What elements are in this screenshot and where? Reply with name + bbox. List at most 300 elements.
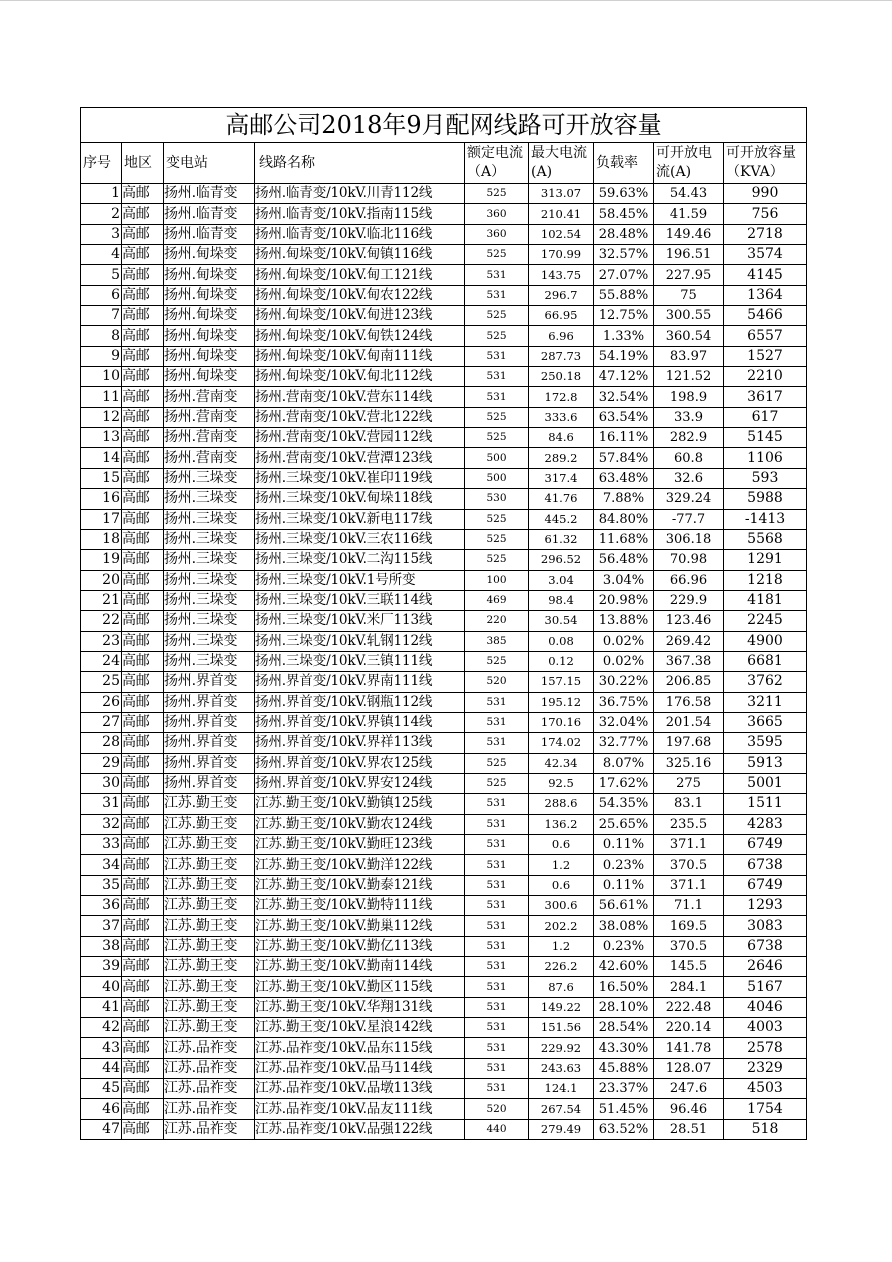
available-current-cell: 121.52: [654, 367, 724, 387]
region-cell: 高邮: [122, 733, 164, 753]
row-index: 39: [81, 957, 122, 977]
rated-current-cell: 531: [465, 794, 529, 814]
available-current-cell: 247.6: [654, 1079, 724, 1099]
load-rate-cell: 0.02%: [594, 631, 654, 651]
load-rate-cell: 42.60%: [594, 957, 654, 977]
available-current-cell: 196.51: [654, 245, 724, 265]
available-capacity-cell: 756: [724, 204, 807, 224]
available-capacity-cell: 4046: [724, 997, 807, 1017]
table-row: [81, 651, 807, 671]
line-name-cell: 江苏.勤王变/10kV.勤亿113线: [255, 936, 465, 956]
region-cell: 高邮: [122, 611, 164, 631]
available-capacity-cell: 2329: [724, 1058, 807, 1078]
load-rate-cell: 32.57%: [594, 245, 654, 265]
rated-current-cell: 531: [465, 1038, 529, 1058]
row-index: 43: [81, 1038, 122, 1058]
row-index: 28: [81, 733, 122, 753]
table-row: [81, 977, 807, 997]
max-current-cell: 124.1: [529, 1079, 594, 1099]
line-name-cell: 江苏.勤王变/10kV.勤南114线: [255, 957, 465, 977]
available-capacity-cell: -1413: [724, 509, 807, 529]
max-current-cell: 195.12: [529, 692, 594, 712]
max-current-cell: 170.99: [529, 245, 594, 265]
rated-current-cell: 525: [465, 407, 529, 427]
available-capacity-cell: 3574: [724, 245, 807, 265]
load-rate-cell: 11.68%: [594, 529, 654, 549]
max-current-cell: 174.02: [529, 733, 594, 753]
line-name-cell: 扬州.三垛变/10kV.崔印119线: [255, 468, 465, 488]
available-current-cell: 33.9: [654, 407, 724, 427]
rated-current-cell: 525: [465, 753, 529, 773]
line-name-cell: 江苏.勤王变/10kV.勤洋122线: [255, 855, 465, 875]
table-row: [81, 1119, 807, 1139]
row-index: 12: [81, 407, 122, 427]
available-current-cell: 300.55: [654, 306, 724, 326]
available-capacity-cell: 518: [724, 1119, 807, 1139]
line-name-cell: 扬州.临青变/10kV.川青112线: [255, 184, 465, 204]
line-name-cell: 江苏.勤王变/10kV.勤泰121线: [255, 875, 465, 895]
row-index: 30: [81, 773, 122, 793]
station-cell: 江苏.品祚变: [164, 1119, 255, 1139]
station-cell: 江苏.勤王变: [164, 814, 255, 834]
load-rate-cell: 27.07%: [594, 265, 654, 285]
load-rate-cell: 16.11%: [594, 428, 654, 448]
row-index: 45: [81, 1079, 122, 1099]
available-current-cell: 32.6: [654, 468, 724, 488]
available-current-cell: 220.14: [654, 1018, 724, 1038]
table-row: [81, 753, 807, 773]
table-row: [81, 794, 807, 814]
table-row: [81, 326, 807, 346]
header-line-name: 线路名称: [255, 143, 465, 184]
station-cell: 江苏.品祚变: [164, 1079, 255, 1099]
station-cell: 扬州.三垛变: [164, 550, 255, 570]
station-cell: 扬州.营南变: [164, 387, 255, 407]
region-cell: 高邮: [122, 590, 164, 610]
top-border-line: [0, 0, 892, 1]
max-current-cell: 226.2: [529, 957, 594, 977]
available-current-cell: 360.54: [654, 326, 724, 346]
row-index: 20: [81, 570, 122, 590]
available-current-cell: 306.18: [654, 529, 724, 549]
line-name-cell: 江苏.勤王变/10kV.勤镇125线: [255, 794, 465, 814]
available-capacity-cell: 5568: [724, 529, 807, 549]
max-current-cell: 98.4: [529, 590, 594, 610]
station-cell: 江苏.勤王变: [164, 916, 255, 936]
available-current-cell: 235.5: [654, 814, 724, 834]
region-cell: 高邮: [122, 814, 164, 834]
available-capacity-cell: 3762: [724, 672, 807, 692]
rated-current-cell: 531: [465, 1058, 529, 1078]
region-cell: 高邮: [122, 1018, 164, 1038]
load-rate-cell: 0.11%: [594, 835, 654, 855]
table-row: [81, 570, 807, 590]
available-capacity-cell: 5167: [724, 977, 807, 997]
station-cell: 扬州.临青变: [164, 184, 255, 204]
available-current-cell: 201.54: [654, 712, 724, 732]
rated-current-cell: 520: [465, 672, 529, 692]
load-rate-cell: 57.84%: [594, 448, 654, 468]
load-rate-cell: 32.54%: [594, 387, 654, 407]
line-name-cell: 扬州.甸垛变/10kV.甸南111线: [255, 346, 465, 366]
row-index: 42: [81, 1018, 122, 1038]
header-rated-current: 额定电流（A）: [465, 143, 529, 184]
line-name-cell: 扬州.甸垛变/10kV.甸工121线: [255, 265, 465, 285]
row-index: 9: [81, 346, 122, 366]
max-current-cell: 210.41: [529, 204, 594, 224]
region-cell: 高邮: [122, 753, 164, 773]
line-name-cell: 扬州.界首变/10kV.界镇114线: [255, 712, 465, 732]
max-current-cell: 30.54: [529, 611, 594, 631]
region-cell: 高邮: [122, 997, 164, 1017]
region-cell: 高邮: [122, 773, 164, 793]
load-rate-cell: 63.54%: [594, 407, 654, 427]
station-cell: 江苏.勤王变: [164, 977, 255, 997]
available-current-cell: 371.1: [654, 875, 724, 895]
load-rate-cell: 20.98%: [594, 590, 654, 610]
rated-current-cell: 531: [465, 1018, 529, 1038]
available-current-cell: 75: [654, 285, 724, 305]
max-current-cell: 1.2: [529, 936, 594, 956]
rated-current-cell: 531: [465, 835, 529, 855]
row-index: 38: [81, 936, 122, 956]
max-current-cell: 41.76: [529, 489, 594, 509]
max-current-cell: 0.12: [529, 651, 594, 671]
rated-current-cell: 531: [465, 1079, 529, 1099]
max-current-cell: 42.34: [529, 753, 594, 773]
table-row: [81, 712, 807, 732]
available-current-cell: 28.51: [654, 1119, 724, 1139]
line-name-cell: 扬州.界首变/10kV.界农125线: [255, 753, 465, 773]
rated-current-cell: 520: [465, 1099, 529, 1119]
row-index: 18: [81, 529, 122, 549]
available-current-cell: 197.68: [654, 733, 724, 753]
available-capacity-cell: 5001: [724, 773, 807, 793]
max-current-cell: 151.56: [529, 1018, 594, 1038]
row-index: 26: [81, 692, 122, 712]
load-rate-cell: 43.30%: [594, 1038, 654, 1058]
available-capacity-cell: 4181: [724, 590, 807, 610]
region-cell: 高邮: [122, 285, 164, 305]
region-cell: 高邮: [122, 896, 164, 916]
load-rate-cell: 55.88%: [594, 285, 654, 305]
row-index: 33: [81, 835, 122, 855]
line-name-cell: 扬州.三垛变/10kV.新电117线: [255, 509, 465, 529]
max-current-cell: 317.4: [529, 468, 594, 488]
row-index: 1: [81, 184, 122, 204]
max-current-cell: 172.8: [529, 387, 594, 407]
line-name-cell: 江苏.品祚变/10kV.品强122线: [255, 1119, 465, 1139]
row-index: 29: [81, 753, 122, 773]
table-row: [81, 468, 807, 488]
rated-current-cell: 531: [465, 387, 529, 407]
max-current-cell: 202.2: [529, 916, 594, 936]
load-rate-cell: 17.62%: [594, 773, 654, 793]
load-rate-cell: 13.88%: [594, 611, 654, 631]
table-row: [81, 916, 807, 936]
line-name-cell: 扬州.三垛变/10kV.米厂113线: [255, 611, 465, 631]
available-current-cell: 329.24: [654, 489, 724, 509]
row-index: 17: [81, 509, 122, 529]
load-rate-cell: 12.75%: [594, 306, 654, 326]
available-capacity-cell: 4503: [724, 1079, 807, 1099]
station-cell: 扬州.临青变: [164, 224, 255, 244]
load-rate-cell: 56.61%: [594, 896, 654, 916]
available-capacity-cell: 5913: [724, 753, 807, 773]
station-cell: 江苏.勤王变: [164, 875, 255, 895]
header-max-current: 最大电流(A): [529, 143, 594, 184]
max-current-cell: 61.32: [529, 529, 594, 549]
table-row: [81, 957, 807, 977]
rated-current-cell: 531: [465, 916, 529, 936]
line-name-cell: 扬州.三垛变/10kV.三联114线: [255, 590, 465, 610]
region-cell: 高邮: [122, 489, 164, 509]
station-cell: 江苏.勤王变: [164, 957, 255, 977]
station-cell: 扬州.界首变: [164, 712, 255, 732]
station-cell: 扬州.三垛变: [164, 570, 255, 590]
row-index: 24: [81, 651, 122, 671]
line-name-cell: 扬州.临青变/10kV.临北116线: [255, 224, 465, 244]
table-row: [81, 550, 807, 570]
station-cell: 扬州.三垛变: [164, 489, 255, 509]
load-rate-cell: 28.48%: [594, 224, 654, 244]
available-capacity-cell: 3211: [724, 692, 807, 712]
load-rate-cell: 58.45%: [594, 204, 654, 224]
available-capacity-cell: 2245: [724, 611, 807, 631]
region-cell: 高邮: [122, 835, 164, 855]
row-index: 40: [81, 977, 122, 997]
region-cell: 高邮: [122, 712, 164, 732]
table-row: [81, 1018, 807, 1038]
line-name-cell: 扬州.三垛变/10kV.1号所变: [255, 570, 465, 590]
max-current-cell: 87.6: [529, 977, 594, 997]
station-cell: 江苏.品祚变: [164, 1038, 255, 1058]
rated-current-cell: 531: [465, 997, 529, 1017]
region-cell: 高邮: [122, 957, 164, 977]
row-index: 36: [81, 896, 122, 916]
region-cell: 高邮: [122, 468, 164, 488]
rated-current-cell: 525: [465, 509, 529, 529]
table-row: [81, 346, 807, 366]
rated-current-cell: 531: [465, 712, 529, 732]
rated-current-cell: 531: [465, 896, 529, 916]
max-current-cell: 445.2: [529, 509, 594, 529]
rated-current-cell: 531: [465, 936, 529, 956]
available-capacity-cell: 4900: [724, 631, 807, 651]
station-cell: 扬州.营南变: [164, 407, 255, 427]
available-current-cell: 60.8: [654, 448, 724, 468]
station-cell: 扬州.营南变: [164, 428, 255, 448]
region-cell: 高邮: [122, 631, 164, 651]
load-rate-cell: 84.80%: [594, 509, 654, 529]
region-cell: 高邮: [122, 529, 164, 549]
region-cell: 高邮: [122, 326, 164, 346]
rated-current-cell: 525: [465, 529, 529, 549]
line-name-cell: 扬州.三垛变/10kV.轧钢112线: [255, 631, 465, 651]
line-name-cell: 江苏.勤王变/10kV.华翔131线: [255, 997, 465, 1017]
station-cell: 扬州.界首变: [164, 692, 255, 712]
available-current-cell: 206.85: [654, 672, 724, 692]
load-rate-cell: 30.22%: [594, 672, 654, 692]
load-rate-cell: 0.11%: [594, 875, 654, 895]
rated-current-cell: 531: [465, 875, 529, 895]
table-row: [81, 814, 807, 834]
load-rate-cell: 63.48%: [594, 468, 654, 488]
region-cell: 高邮: [122, 448, 164, 468]
max-current-cell: 6.96: [529, 326, 594, 346]
line-name-cell: 江苏.勤王变/10kV.勤区115线: [255, 977, 465, 997]
line-name-cell: 江苏.勤王变/10kV.勤特111线: [255, 896, 465, 916]
rated-current-cell: 525: [465, 550, 529, 570]
region-cell: 高邮: [122, 875, 164, 895]
row-index: 13: [81, 428, 122, 448]
page-title: 高邮公司2018年9月配网线路可开放容量: [81, 108, 807, 143]
line-name-cell: 扬州.甸垛变/10kV.甸进123线: [255, 306, 465, 326]
available-capacity-cell: 3665: [724, 712, 807, 732]
table-row: [81, 489, 807, 509]
row-index: 11: [81, 387, 122, 407]
max-current-cell: 289.2: [529, 448, 594, 468]
rated-current-cell: 531: [465, 957, 529, 977]
load-rate-cell: 54.35%: [594, 794, 654, 814]
max-current-cell: 333.6: [529, 407, 594, 427]
available-current-cell: 229.9: [654, 590, 724, 610]
max-current-cell: 287.73: [529, 346, 594, 366]
available-current-cell: 269.42: [654, 631, 724, 651]
table-row: [81, 407, 807, 427]
station-cell: 扬州.甸垛变: [164, 285, 255, 305]
available-capacity-cell: 990: [724, 184, 807, 204]
line-name-cell: 扬州.三垛变/10kV.甸垛118线: [255, 489, 465, 509]
region-cell: 高邮: [122, 1099, 164, 1119]
max-current-cell: 0.08: [529, 631, 594, 651]
header-available-capacity: 可开放容量（KVA）: [724, 143, 807, 184]
rated-current-cell: 531: [465, 367, 529, 387]
station-cell: 扬州.界首变: [164, 773, 255, 793]
table-row: [81, 835, 807, 855]
available-capacity-cell: 1754: [724, 1099, 807, 1119]
max-current-cell: 157.15: [529, 672, 594, 692]
line-name-cell: 扬州.甸垛变/10kV.甸镇116线: [255, 245, 465, 265]
max-current-cell: 1.2: [529, 855, 594, 875]
line-name-cell: 扬州.甸垛变/10kV.甸铁124线: [255, 326, 465, 346]
load-rate-cell: 1.33%: [594, 326, 654, 346]
available-current-cell: 370.5: [654, 855, 724, 875]
row-index: 8: [81, 326, 122, 346]
available-capacity-cell: 6681: [724, 651, 807, 671]
available-current-cell: 325.16: [654, 753, 724, 773]
row-index: 16: [81, 489, 122, 509]
row-index: 27: [81, 712, 122, 732]
row-index: 44: [81, 1058, 122, 1078]
region-cell: 高邮: [122, 204, 164, 224]
station-cell: 扬州.三垛变: [164, 611, 255, 631]
table-row: [81, 631, 807, 651]
available-capacity-cell: 1364: [724, 285, 807, 305]
station-cell: 江苏.品祚变: [164, 1058, 255, 1078]
rated-current-cell: 469: [465, 590, 529, 610]
available-current-cell: 96.46: [654, 1099, 724, 1119]
available-current-cell: 282.9: [654, 428, 724, 448]
row-index: 23: [81, 631, 122, 651]
line-name-cell: 扬州.甸垛变/10kV.甸农122线: [255, 285, 465, 305]
rated-current-cell: 360: [465, 224, 529, 244]
load-rate-cell: 0.23%: [594, 936, 654, 956]
rated-current-cell: 385: [465, 631, 529, 651]
line-name-cell: 江苏.勤王变/10kV.勤巢112线: [255, 916, 465, 936]
max-current-cell: 267.54: [529, 1099, 594, 1119]
available-current-cell: 83.97: [654, 346, 724, 366]
station-cell: 扬州.临青变: [164, 204, 255, 224]
table-row: [81, 448, 807, 468]
available-current-cell: 70.98: [654, 550, 724, 570]
line-name-cell: 江苏.品祚变/10kV.品马114线: [255, 1058, 465, 1078]
load-rate-cell: 32.04%: [594, 712, 654, 732]
table-row: [81, 265, 807, 285]
station-cell: 江苏.勤王变: [164, 1018, 255, 1038]
region-cell: 高邮: [122, 651, 164, 671]
header-region: 地区: [122, 143, 164, 184]
line-name-cell: 江苏.勤王变/10kV.勤旺123线: [255, 835, 465, 855]
load-rate-cell: 36.75%: [594, 692, 654, 712]
line-name-cell: 扬州.营南变/10kV.营北122线: [255, 407, 465, 427]
table-row: [81, 997, 807, 1017]
available-capacity-cell: 3595: [724, 733, 807, 753]
available-current-cell: 367.38: [654, 651, 724, 671]
load-rate-cell: 3.04%: [594, 570, 654, 590]
station-cell: 扬州.界首变: [164, 753, 255, 773]
table-row: [81, 773, 807, 793]
region-cell: 高邮: [122, 1119, 164, 1139]
available-capacity-cell: 2646: [724, 957, 807, 977]
table-row: [81, 367, 807, 387]
available-capacity-cell: 617: [724, 407, 807, 427]
row-index: 25: [81, 672, 122, 692]
available-capacity-cell: 2578: [724, 1038, 807, 1058]
available-capacity-cell: 2718: [724, 224, 807, 244]
rated-current-cell: 500: [465, 468, 529, 488]
max-current-cell: 296.52: [529, 550, 594, 570]
rated-current-cell: 525: [465, 306, 529, 326]
row-index: 22: [81, 611, 122, 631]
station-cell: 扬州.界首变: [164, 672, 255, 692]
row-index: 5: [81, 265, 122, 285]
available-capacity-cell: 1293: [724, 896, 807, 916]
station-cell: 扬州.甸垛变: [164, 326, 255, 346]
table-row: [81, 875, 807, 895]
line-name-cell: 扬州.界首变/10kV.界祥113线: [255, 733, 465, 753]
table-row: [81, 936, 807, 956]
station-cell: 扬州.甸垛变: [164, 306, 255, 326]
station-cell: 扬州.甸垛变: [164, 245, 255, 265]
station-cell: 江苏.勤王变: [164, 936, 255, 956]
region-cell: 高邮: [122, 306, 164, 326]
region-cell: 高邮: [122, 1058, 164, 1078]
region-cell: 高邮: [122, 550, 164, 570]
region-cell: 高邮: [122, 367, 164, 387]
max-current-cell: 102.54: [529, 224, 594, 244]
row-index: 19: [81, 550, 122, 570]
available-capacity-cell: 1291: [724, 550, 807, 570]
max-current-cell: 84.6: [529, 428, 594, 448]
max-current-cell: 170.16: [529, 712, 594, 732]
line-name-cell: 扬州.营南变/10kV.营潭123线: [255, 448, 465, 468]
region-cell: 高邮: [122, 245, 164, 265]
region-cell: 高邮: [122, 916, 164, 936]
available-capacity-cell: 593: [724, 468, 807, 488]
max-current-cell: 92.5: [529, 773, 594, 793]
rated-current-cell: 525: [465, 184, 529, 204]
